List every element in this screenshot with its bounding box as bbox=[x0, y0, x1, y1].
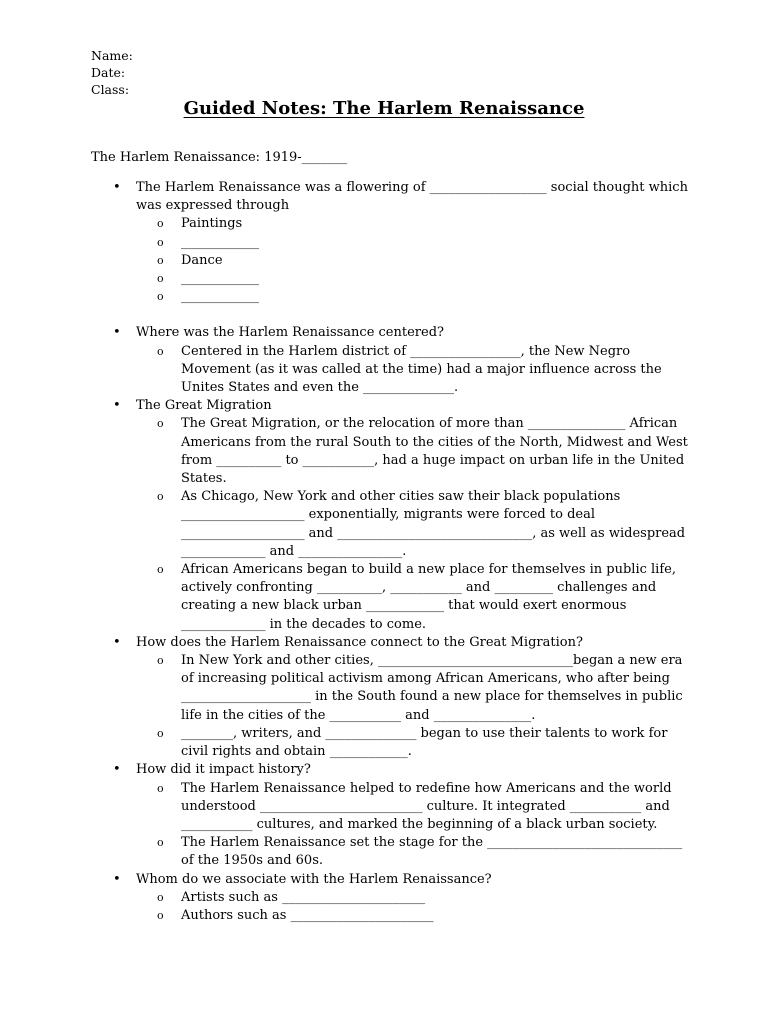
sub-bullet-text: ____________ bbox=[181, 234, 259, 250]
sub-bullet-text: African Americans began to build a new place for themselves in public life, actively confronting __________, ___________ and _________ challenges and creating a new black urban ____________ that would exert enormous _____________ in the decades to come. bbox=[181, 562, 676, 632]
date-range-line: The Harlem Renaissance: 1919-_______ bbox=[91, 150, 348, 165]
bullet-text: How did it impact history? bbox=[136, 762, 311, 778]
outline-sub-bullet bbox=[91, 652, 691, 725]
bullet-mark: • bbox=[113, 634, 121, 650]
sub-bullet-text: ____________ bbox=[181, 289, 259, 305]
sub-bullet-text: The Harlem Renaissance helped to redefine how Americans and the world understood _________________________ culture. It integrated ___________ and ___________ cultures, and marked the beginning of a black urban society. bbox=[181, 780, 672, 832]
sub-bullet-text: Authors such as ______________________ bbox=[181, 907, 434, 923]
sub-bullet-mark: o bbox=[157, 726, 164, 740]
sub-bullet-mark: o bbox=[157, 253, 164, 267]
sub-bullet-mark: o bbox=[157, 344, 164, 358]
outline-bullet bbox=[91, 634, 691, 652]
outline-sub-bullet bbox=[91, 488, 691, 561]
outline-sub-bullet bbox=[91, 780, 691, 835]
bullet-mark: • bbox=[113, 180, 121, 195]
bullet-text: The Harlem Renaissance was a flowering of __________________ social thought which was expressed through bbox=[136, 180, 688, 214]
class-label: Class: bbox=[91, 82, 130, 97]
date-label: Date: bbox=[91, 65, 126, 80]
sub-bullet-mark: o bbox=[157, 490, 164, 504]
outline-sub-bullet bbox=[91, 343, 691, 398]
sub-bullet-text: The Great Migration, or the relocation of more than _______________ African Americans from the rural South to the cities of the North, Midwest and West from __________ to ___________, had a huge impact on urban life in the United States. bbox=[181, 416, 688, 487]
sub-bullet-mark: o bbox=[157, 417, 164, 431]
sub-bullet-text: Paintings bbox=[181, 216, 243, 232]
outline-sub-bullet bbox=[91, 415, 691, 488]
outline-sub-bullet bbox=[91, 215, 691, 233]
sub-bullet-mark: o bbox=[157, 563, 164, 577]
outline-bullet bbox=[91, 324, 691, 342]
outline-sub-bullet bbox=[91, 834, 691, 870]
outline-bullet bbox=[91, 397, 691, 415]
outline-sub-bullet bbox=[91, 725, 691, 761]
sub-bullet-mark: o bbox=[157, 908, 164, 922]
sub-bullet-mark: o bbox=[157, 235, 164, 249]
bullet-text: Whom do we associate with the Harlem Renaissance? bbox=[136, 871, 492, 887]
sub-bullet-text: The Harlem Renaissance set the stage for the ______________________________ of the 1950s and 60s. bbox=[181, 835, 683, 869]
spacer bbox=[91, 306, 691, 324]
bullet-mark: • bbox=[113, 325, 121, 341]
sub-bullet-text: Dance bbox=[181, 252, 223, 268]
outline-sub-bullet bbox=[91, 252, 691, 270]
sub-bullet-mark: o bbox=[157, 890, 164, 904]
bullet-text: How does the Harlem Renaissance connect to the Great Migration? bbox=[136, 634, 583, 650]
bullet-text: Where was the Harlem Renaissance centered? bbox=[136, 325, 444, 341]
notes-body bbox=[91, 179, 691, 925]
outline-sub-bullet bbox=[91, 889, 691, 907]
sub-bullet-text: As Chicago, New York and other cities saw their black populations ___________________ exponentially, migrants were forced to deal ___________________ and ______________________________, as well as widespread _____________ and ________________. bbox=[181, 489, 686, 559]
sub-bullet-mark: o bbox=[157, 290, 164, 304]
outline-bullet bbox=[91, 761, 691, 779]
bullet-mark: • bbox=[113, 398, 121, 414]
outline-sub-bullet bbox=[91, 270, 691, 288]
outline-sub-bullet bbox=[91, 234, 691, 252]
sub-bullet-mark: o bbox=[157, 217, 164, 231]
sub-bullet-mark: o bbox=[157, 836, 164, 850]
page-title: Guided Notes: The Harlem Renaissance bbox=[183, 98, 585, 119]
sub-bullet-text: ________, writers, and ______________ began to use their talents to work for civil rights and obtain ____________. bbox=[181, 725, 668, 760]
outline-sub-bullet bbox=[91, 907, 691, 925]
sub-bullet-text: In New York and other cities, ______________________________began a new era of increasing political activism among African Americans, who after being ____________________ in the South found a new place for themselves in public life in the cities of the ___________ and _______________. bbox=[181, 653, 683, 723]
sub-bullet-mark: o bbox=[157, 272, 164, 286]
student-info-block bbox=[91, 47, 133, 98]
bullet-mark: • bbox=[113, 871, 121, 887]
bullet-text: The Great Migration bbox=[136, 398, 272, 414]
outline-sub-bullet bbox=[91, 561, 691, 634]
outline-bullet bbox=[91, 179, 691, 215]
outline-sub-bullet bbox=[91, 288, 691, 306]
bullet-mark: • bbox=[113, 762, 121, 778]
outline-bullet bbox=[91, 871, 691, 889]
sub-bullet-text: Centered in the Harlem district of _________________, the New Negro Movement (as it was called at the time) had a major influence across the Unites States and even the ______________. bbox=[181, 343, 662, 396]
name-label: Name: bbox=[91, 48, 133, 63]
sub-bullet-text: ____________ bbox=[181, 271, 259, 287]
sub-bullet-text: Artists such as ______________________ bbox=[181, 889, 426, 905]
sub-bullet-mark: o bbox=[157, 781, 164, 795]
sub-bullet-mark: o bbox=[157, 654, 164, 668]
